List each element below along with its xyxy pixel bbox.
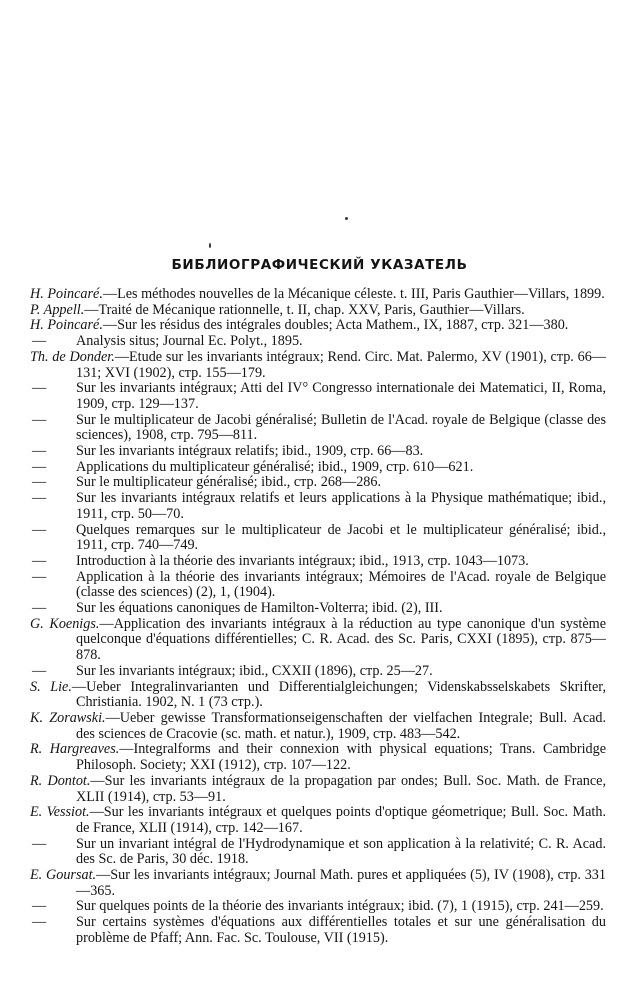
print-speck bbox=[209, 243, 211, 248]
ditto-dash: — bbox=[32, 521, 47, 538]
bibliography-entry bbox=[30, 523, 606, 554]
ditto-dash: — bbox=[32, 568, 47, 585]
bibliography-entry bbox=[30, 617, 606, 664]
bibliography-entry bbox=[30, 381, 606, 412]
entry-text: —Traité de Mécanique rationnelle, t. II, chap. XXV, Paris, Gauthier—Villars. bbox=[84, 301, 525, 318]
entry-author: R. Hargreaves. bbox=[30, 741, 120, 758]
entry-text: Sur le multiplicateur généralisé; ibid., стр. 268—286. bbox=[76, 474, 382, 491]
ditto-dash: — bbox=[32, 490, 47, 507]
bibliography-entry bbox=[30, 805, 606, 836]
entry-author: P. Appell. bbox=[30, 301, 85, 318]
entry-text: Sur le multiplicateur de Jacobi généralisé; Bulletin de l'Acad. royale de Belgique (classe des sciences), 1908, стр. 795—811. bbox=[76, 411, 606, 444]
entry-text: —Sur les invariants intégraux et quelques points d'optique géometrique; Bull. Soc. Math. de France, XLII (1914), стр. 142—167. bbox=[76, 804, 607, 836]
entry-text: —Application des invariants intégraux à la réduction au type canonique d'un système quelconque d'équations différentielles; C. R. Acad. des Sc. Paris, CXXI (1895), стр. 875—878. bbox=[76, 615, 607, 664]
bibliography-entry bbox=[30, 868, 606, 899]
ditto-dash: — bbox=[32, 380, 47, 397]
entry-text: —Sur les invariants intégraux; Journal Math. pures et appliquées (5), IV (1908), стр. 331—365. bbox=[76, 867, 606, 899]
bibliography-entry bbox=[30, 915, 606, 946]
entry-text: —Etude sur les invariants intégraux; Rend. Circ. Mat. Palermo, XV (1901), стр. 66—131; XVI (1902), стр. 155—179. bbox=[76, 348, 606, 381]
entry-author: S. Lie. bbox=[30, 678, 72, 695]
bibliography-entry bbox=[30, 350, 606, 381]
entry-author: H. Poincaré. bbox=[30, 286, 103, 302]
bibliography-list bbox=[30, 287, 606, 947]
ditto-dash: — bbox=[32, 898, 47, 915]
bibliography-entry bbox=[30, 475, 606, 491]
bibliography-entry bbox=[30, 774, 606, 805]
entry-author: R. Dontot. bbox=[30, 772, 91, 789]
entry-author: H. Poincaré. bbox=[30, 317, 103, 334]
bibliography-entry bbox=[30, 554, 606, 570]
ditto-dash: — bbox=[32, 333, 47, 350]
entry-text: Sur les équations canoniques de Hamilton-Volterra; ibid. (2), III. bbox=[76, 600, 443, 617]
entry-author: G. Koenigs. bbox=[30, 615, 100, 632]
entry-text: Sur les invariants intégraux; ibid., CXXII (1896), стр. 25—27. bbox=[76, 662, 433, 679]
entry-author: E. Vessiot. bbox=[30, 804, 90, 821]
entry-author: Th. de Donder. bbox=[30, 348, 115, 365]
bibliography-entry bbox=[30, 899, 606, 915]
entry-text: Introduction à la théorie des invariants intégraux; ibid., 1913, стр. 1043—1073. bbox=[76, 552, 529, 569]
ditto-dash: — bbox=[32, 411, 47, 428]
bibliography-heading: БИБЛИОГРАФИЧЕСКИЙ УКАЗАТЕЛЬ bbox=[171, 257, 468, 273]
ditto-dash: — bbox=[32, 474, 47, 491]
bibliography-entry bbox=[30, 664, 606, 680]
entry-text: —Sur les résidus des intégrales doubles; Acta Mathem., IX, 1887, стр. 321—380. bbox=[102, 317, 569, 334]
bibliography-entry bbox=[30, 491, 606, 522]
ditto-dash: — bbox=[32, 552, 47, 569]
entry-text: Applications du multiplicateur généralisé; ibid., 1909, стр. 610—621. bbox=[76, 458, 474, 475]
ditto-dash: — bbox=[32, 443, 47, 460]
bibliography-entry bbox=[30, 444, 606, 460]
entry-text: —Ueber gewisse Transformationseigenschaften der vielfachen Integrale; Bull. Acad. des sciences de Cracovie (sc. math. et natur.), 1909, стр. 483—542. bbox=[76, 709, 607, 742]
entry-text: —Integralforms and their connexion with physical equations; Trans. Cambridge Philosoph. Society; XXI (1912), стр. 107—122. bbox=[76, 741, 606, 774]
entry-text: Quelques remarques sur le multiplicateur de Jacobi et le multiplicateur généralisé; ibid., 1911, стр. 740—749. bbox=[76, 521, 606, 554]
bibliography-entry bbox=[30, 601, 606, 617]
ditto-dash: — bbox=[32, 662, 47, 679]
entry-text: —Sur les invariants intégraux de la propagation par ondes; Bull. Soc. Math. de France, XLII (1914), стр. 53—91. bbox=[76, 772, 606, 805]
bibliography-entry bbox=[30, 711, 606, 742]
bibliography-entry bbox=[30, 287, 606, 303]
bibliography-entry bbox=[30, 303, 606, 319]
entry-text: Sur un invariant intégral de l'Hydrodynamique et son application à la relativité; C. R. Acad. des Sc. de Paris, 30 déc. 1918. bbox=[76, 835, 606, 868]
ditto-dash: — bbox=[32, 600, 47, 617]
bibliography-entry bbox=[30, 460, 606, 476]
bibliography-entry bbox=[30, 742, 606, 773]
bibliography-entry bbox=[30, 318, 606, 334]
entry-text: Sur certains systèmes d'équations aux différentielles totales et sur une généralisation du problème de Pfaff; Ann. Fac. Sc. Toulouse, VII (1915). bbox=[76, 914, 606, 946]
bibliography-entry bbox=[30, 680, 606, 711]
bibliography-entry bbox=[30, 837, 606, 868]
bibliography-entry bbox=[30, 570, 606, 601]
bibliography-entry bbox=[30, 334, 606, 350]
entry-text: Application à la théorie des invariants intégraux; Mémoires de l'Acad. royale de Belgique (classe des sciences) (2), 1, (1904). bbox=[76, 568, 606, 601]
entry-text: Sur les invariants intégraux relatifs et leurs applications à la Physique mathématique; ibid., 1911, стр. 50—70. bbox=[76, 490, 606, 522]
entry-author: K. Zorawski. bbox=[30, 709, 106, 726]
entry-text: —Ueber Integralinvarianten und Differentialgleichungen; Videnskabsselskabets Skrifter, Christiania. 1902, N. 1 (73 стр.). bbox=[71, 678, 606, 711]
entry-author: E. Goursat. bbox=[30, 867, 97, 884]
print-speck bbox=[345, 217, 348, 220]
entry-text: Sur les invariants intégraux relatifs; ibid., 1909, стр. 66—83. bbox=[76, 443, 424, 460]
entry-text: Sur quelques points de la théorie des invariants intégraux; ibid. (7), 1 (1915), стр. 241—259. bbox=[76, 898, 604, 915]
bibliography-entry bbox=[30, 413, 606, 444]
entry-text: Sur les invariants intégraux; Atti del IV° Congresso internationale dei Matematici, II, Roma, 1909, стр. 129—137. bbox=[76, 380, 606, 412]
entry-text: —Les méthodes nouvelles de la Mécanique céleste. t. III, Paris Gauthier—Villars, 1899. bbox=[102, 286, 605, 302]
entry-text: Analysis situs; Journal Ec. Polyt., 1895. bbox=[76, 333, 303, 350]
ditto-dash: — bbox=[32, 835, 47, 852]
ditto-dash: — bbox=[32, 914, 47, 931]
ditto-dash: — bbox=[32, 458, 47, 475]
